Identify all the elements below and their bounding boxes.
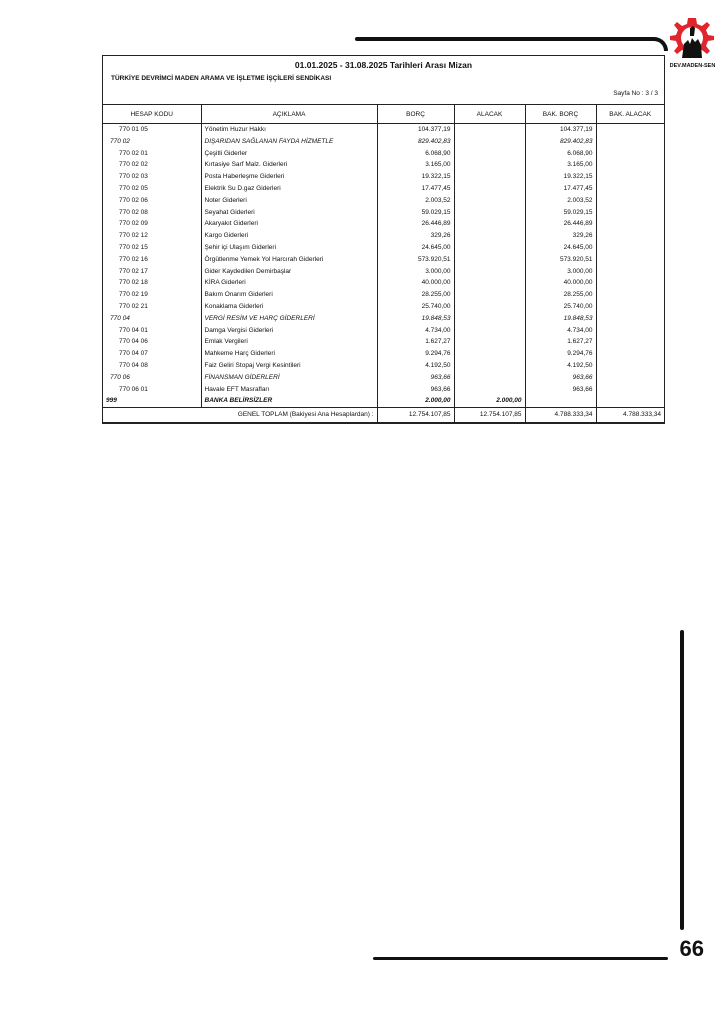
table-row [103,277,664,289]
organization-name: TÜRKİYE DEVRİMCİ MADEN ARAMA VE İŞLETME İŞÇİLERİ SENDİKASI [111,75,332,82]
debit-balance-value: 28.255,00 [525,289,596,301]
account-code: 770 02 01 [119,149,148,157]
account-description: Kırtasiye Sarf Malz. Giderleri [201,159,377,171]
grand-total-row [103,408,664,423]
credit-value [454,218,525,230]
credit-balance-value [596,207,664,219]
account-description: Akaryakıt Giderleri [201,218,377,230]
debit-balance-value: 104.377,19 [525,124,596,136]
credit-balance-value [596,325,664,337]
right-decorative-rule [680,630,684,930]
table-row [103,384,664,396]
credit-value [454,360,525,372]
account-description: KİRA Giderleri [201,277,377,289]
account-description: VERGİ RESİM VE HARÇ GİDERLERİ [201,313,377,325]
credit-value [454,124,525,136]
column-header-credit-balance: BAK. ALACAK [596,105,664,124]
table-row [103,372,664,384]
debit-value: 19.848,53 [377,313,454,325]
trial-balance-table [103,104,664,423]
account-description: FİNANSMAN GİDERLERİ [201,372,377,384]
grand-total-credit-balance: 4.788.333,34 [596,408,664,423]
debit-value: 6.068,90 [377,148,454,160]
credit-balance-value [596,183,664,195]
table-row [103,171,664,183]
account-description: Bakım Onarım Giderleri [201,289,377,301]
debit-balance-value: 829.402,83 [525,136,596,148]
credit-value [454,384,525,396]
debit-balance-value: 2.003,52 [525,195,596,207]
debit-balance-value: 4.734,00 [525,325,596,337]
account-description: Kargo Giderleri [201,230,377,242]
debit-balance-value: 329,26 [525,230,596,242]
debit-value: 104.377,19 [377,124,454,136]
top-decorative-rule [355,37,655,41]
credit-value [454,301,525,313]
debit-value: 573.920,51 [377,254,454,266]
debit-value: 59.029,15 [377,207,454,219]
credit-balance-value [596,336,664,348]
table-row [103,183,664,195]
debit-value: 24.645,00 [377,242,454,254]
column-header-debit: BORÇ [377,105,454,124]
account-description: Havale EFT Masrafları [201,384,377,396]
table-row [103,313,664,325]
credit-balance-value [596,313,664,325]
debit-balance-value: 573.920,51 [525,254,596,266]
credit-balance-value [596,124,664,136]
debit-value: 963,66 [377,384,454,396]
credit-value [454,148,525,160]
account-description: Yönetim Huzur Hakkı [201,124,377,136]
credit-value [454,171,525,183]
credit-balance-value [596,384,664,396]
table-row [103,242,664,254]
credit-value [454,242,525,254]
column-header-code: HESAP KODU [103,105,201,124]
account-description: Mahkeme Harç Giderleri [201,348,377,360]
debit-balance-value: 963,66 [525,384,596,396]
account-code: 770 02 06 [119,196,148,204]
table-row [103,360,664,372]
page-number: 66 [679,936,704,961]
debit-value: 4.734,00 [377,325,454,337]
debit-balance-value: 1.627,27 [525,336,596,348]
credit-balance-value [596,218,664,230]
account-description: BANKA BELİRSİZLER [201,395,377,407]
credit-balance-value [596,195,664,207]
column-header-description: AÇIKLAMA [201,105,377,124]
account-description: Damga Vergisi Giderleri [201,325,377,337]
grand-total-credit: 12.754.107,85 [454,408,525,423]
credit-balance-value [596,230,664,242]
credit-value [454,348,525,360]
credit-value [454,254,525,266]
table-row [103,124,664,136]
table-header-row [103,105,664,124]
credit-value: 2.000,00 [454,395,525,407]
table-row [103,148,664,160]
debit-balance-value: 3.000,00 [525,266,596,278]
debit-value: 963,66 [377,372,454,384]
account-code: 770 06 [110,373,130,381]
debit-balance-value: 19.322,15 [525,171,596,183]
debit-value: 1.627,27 [377,336,454,348]
debit-value: 17.477,45 [377,183,454,195]
account-code: 770 01 05 [119,126,148,133]
grand-total-label: GENEL TOPLAM (Bakiyesi Ana Hesaplardan) : [103,408,377,423]
report-title: 01.01.2025 - 31.08.2025 Tarihleri Arası Mizan [294,60,473,70]
debit-value: 9.294,76 [377,348,454,360]
credit-balance-value [596,289,664,301]
debit-value: 28.255,00 [377,289,454,301]
account-code: 770 02 [110,137,130,145]
account-code: 770 02 05 [119,184,148,192]
debit-balance-value: 59.029,15 [525,207,596,219]
credit-value [454,313,525,325]
credit-balance-value [596,254,664,266]
debit-balance-value: 6.068,90 [525,148,596,160]
debit-balance-value: 963,66 [525,372,596,384]
debit-balance-value: 40.000,00 [525,277,596,289]
debit-value: 829.402,83 [377,136,454,148]
account-description: Seyahat Giderleri [201,207,377,219]
credit-balance-value [596,372,664,384]
grand-total-debit-balance: 4.788.333,34 [525,408,596,423]
credit-balance-value [596,148,664,160]
credit-balance-value [596,348,664,360]
table-row [103,195,664,207]
credit-value [454,183,525,195]
table-row [103,395,664,407]
account-code: 999 [103,395,201,407]
table-row [103,159,664,171]
table-row [103,218,664,230]
debit-balance-value: 24.645,00 [525,242,596,254]
debit-value: 4.192,50 [377,360,454,372]
debit-value: 26.446,89 [377,218,454,230]
column-header-debit-balance: BAK. BORÇ [525,105,596,124]
account-description: Şehir içi Ulaşım Giderleri [201,242,377,254]
credit-balance-value [596,136,664,148]
debit-value: 2.003,52 [377,195,454,207]
debit-value: 3.000,00 [377,266,454,278]
account-description: DIŞARIDAN SAĞLANAN FAYDA HİZMETLE [201,136,377,148]
debit-balance-value: 4.192,50 [525,360,596,372]
account-code: 770 02 08 [119,208,148,216]
credit-value [454,325,525,337]
trial-balance-sheet [102,55,665,424]
debit-value: 329,26 [377,230,454,242]
credit-value [454,195,525,207]
debit-balance-value [525,395,596,407]
debit-value: 25.740,00 [377,301,454,313]
table-row [103,336,664,348]
bottom-decorative-rule [373,957,668,960]
account-code: 770 04 06 [119,338,148,346]
credit-value [454,289,525,301]
table-row [103,348,664,360]
account-description: Posta Haberleşme Giderleri [201,171,377,183]
table-row [103,289,664,301]
credit-balance-value [596,277,664,289]
credit-value [454,136,525,148]
debit-balance-value: 9.294,76 [525,348,596,360]
table-row [103,254,664,266]
grand-total-debit: 12.754.107,85 [377,408,454,423]
logo-label: DEV.MADEN-SEN [669,63,716,69]
account-description: Çeşitli Giderler [201,148,377,160]
debit-value: 19.322,15 [377,171,454,183]
account-description: Örgütlenme Yemek Yol Harcırah Giderleri [201,254,377,266]
credit-value [454,277,525,289]
table-row [103,230,664,242]
account-description: Gider Kaydedilen Demirbaşlar [201,266,377,278]
account-code: 770 02 16 [119,255,148,263]
credit-balance-value [596,301,664,313]
account-code: 770 02 15 [119,243,148,251]
debit-balance-value: 19.848,53 [525,313,596,325]
account-description: Konaklama Giderleri [201,301,377,313]
account-code: 770 02 21 [119,302,148,310]
credit-value [454,336,525,348]
debit-balance-value: 17.477,45 [525,183,596,195]
account-code: 770 04 08 [119,361,148,369]
account-code: 770 02 12 [119,232,148,240]
credit-value [454,230,525,242]
column-header-credit: ALACAK [454,105,525,124]
table-row [103,301,664,313]
debit-value: 2.000,00 [377,395,454,407]
debit-value: 3.165,00 [377,159,454,171]
credit-balance-value [596,266,664,278]
account-description: Noter Giderleri [201,195,377,207]
credit-balance-value [596,395,664,407]
credit-value [454,372,525,384]
account-code: 770 02 18 [119,279,148,287]
account-description: Elektrik Su D.gaz Giderleri [201,183,377,195]
credit-balance-value [596,159,664,171]
table-row [103,136,664,148]
credit-value [454,207,525,219]
account-code: 770 02 19 [119,291,148,299]
account-code: 770 02 02 [119,161,148,169]
account-code: 770 02 09 [119,220,148,228]
credit-balance-value [596,171,664,183]
page-info: Sayfa No : 3 / 3 [613,90,658,97]
debit-balance-value: 26.446,89 [525,218,596,230]
credit-value [454,159,525,171]
account-code: 770 02 03 [119,173,148,181]
table-row [103,325,664,337]
debit-balance-value: 3.165,00 [525,159,596,171]
credit-balance-value [596,242,664,254]
credit-balance-value [596,360,664,372]
debit-balance-value: 25.740,00 [525,301,596,313]
account-description: Emlak Vergileri [201,336,377,348]
account-description: Faiz Geliri Stopaj Vergi Kesintileri [201,360,377,372]
account-code: 770 02 17 [119,267,148,275]
account-code: 770 04 01 [119,326,148,334]
account-code: 770 06 01 [119,385,148,393]
account-code: 770 04 07 [119,350,148,358]
table-row [103,207,664,219]
debit-value: 40.000,00 [377,277,454,289]
account-code: 770 04 [110,314,130,322]
credit-value [454,266,525,278]
union-gear-logo-icon [666,14,718,66]
table-row [103,266,664,278]
